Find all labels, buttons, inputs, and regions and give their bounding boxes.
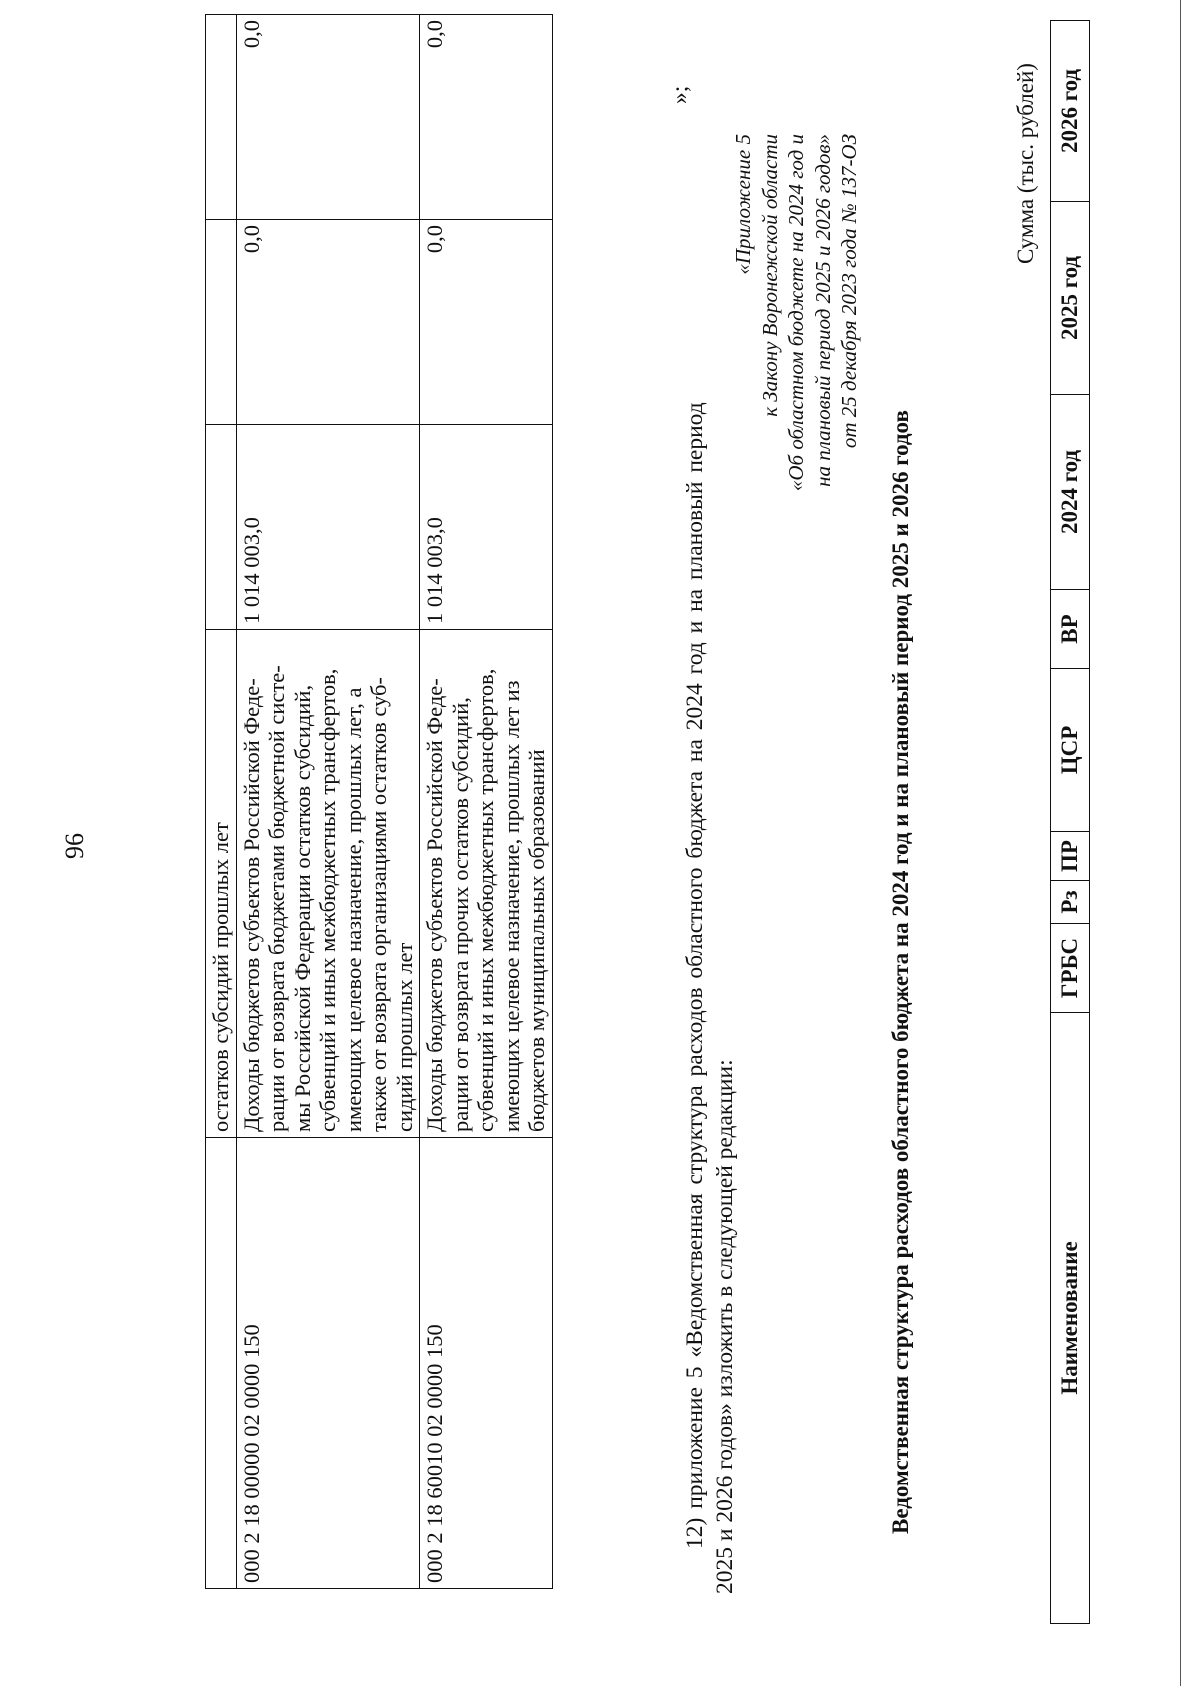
value-2024: 1 014 003,0: [236, 425, 420, 630]
table-cell: остатков субсидий прошлых лет: [206, 630, 237, 1138]
scan-edge-line: [1180, 0, 1181, 1686]
name-line: сидий прошлых лет: [391, 942, 417, 1132]
table-cell: [206, 15, 237, 220]
table-row: [236, 15, 420, 1589]
col-vr-header: ВР: [1051, 590, 1090, 669]
value-2026: 0,0: [236, 15, 420, 220]
col-rz-header: Рз: [1051, 881, 1090, 924]
name-line: имеющих целевое назначение, прошлых лет из: [498, 680, 524, 1132]
name-line: субвенций и иных межбюджетных трансфертов,: [473, 668, 498, 1132]
name-line: также от возврата организациями остатков суб-: [366, 677, 391, 1132]
value-2025: 0,0: [236, 220, 420, 425]
name-line: имеющих целевое назначение, прошлых лет, а: [340, 687, 366, 1132]
row-name: [236, 630, 420, 1138]
value-2024: 1 014 003,0: [420, 425, 553, 630]
paragraph-line-2: 2025 и 2026 годов» изложить в следующей редакции:: [712, 1059, 738, 1594]
table-cell: [206, 1138, 237, 1589]
table-row: [420, 15, 553, 1589]
annex-line: на плановый период 2025 и 2026 годов»: [810, 134, 835, 487]
revenue-table: [205, 14, 553, 1589]
units-label: Сумма (тыс. рублей): [1013, 63, 1038, 264]
name-line: рации от возврата прочих остатков субсидий,: [447, 697, 473, 1132]
document-title: Ведомственная структура расходов областного бюджета на 2024 год и на плановый период 2025 и 2026 годов: [888, 410, 913, 1534]
col-grbs-header: ГРБС: [1051, 924, 1090, 1013]
paragraph-line-1: 12) приложение 5 «Ведомственная структура расходов областного бюджета на 2024 год и на плановый период: [682, 402, 708, 1549]
col-2025-header: 2025 год: [1051, 202, 1090, 395]
annex-line: от 25 декабря 2023 года № 137-ОЗ: [837, 134, 861, 449]
name-line: бюджетов муниципальных образований: [524, 749, 549, 1132]
name-line: рации от возврата бюджетами бюджетной систе-: [264, 665, 289, 1132]
table-row: [1051, 21, 1090, 1624]
expenditure-header-table: [1050, 20, 1090, 1624]
row-name: [420, 630, 553, 1138]
col-2024-header: 2024 год: [1051, 395, 1090, 590]
table-row: [206, 15, 237, 1589]
quote-end: »;: [667, 85, 693, 104]
row-code: 000 2 18 00000 02 0000 150: [236, 1138, 420, 1589]
name-line: Доходы бюджетов субъектов Российской Феде-: [422, 678, 447, 1132]
col-pr-header: ПР: [1051, 832, 1090, 881]
value-2025: 0,0: [420, 220, 553, 425]
table-cell: [206, 425, 237, 630]
annex-line: «Об областном бюджете на 2024 год и: [784, 134, 808, 492]
page-number: 96: [60, 833, 89, 859]
name-line: субвенций и иных межбюджетных трансфертов,: [315, 668, 340, 1132]
col-csr-header: ЦСР: [1051, 669, 1090, 832]
annex-line: «Приложение 5: [731, 134, 755, 275]
table-cell: [206, 220, 237, 425]
annex-block: [730, 134, 863, 694]
annex-line: к Закону Воронежской области: [757, 134, 782, 417]
row-code: 000 2 18 60010 02 0000 150: [420, 1138, 553, 1589]
value-2026: 0,0: [420, 15, 553, 220]
col-name-header: Наименование: [1051, 1013, 1090, 1624]
col-2026-header: 2026 год: [1051, 21, 1090, 202]
name-line: мы Российской Федерации остатков субсидий,: [289, 684, 315, 1132]
name-line: Доходы бюджетов субъектов Российской Феде-: [238, 678, 264, 1132]
